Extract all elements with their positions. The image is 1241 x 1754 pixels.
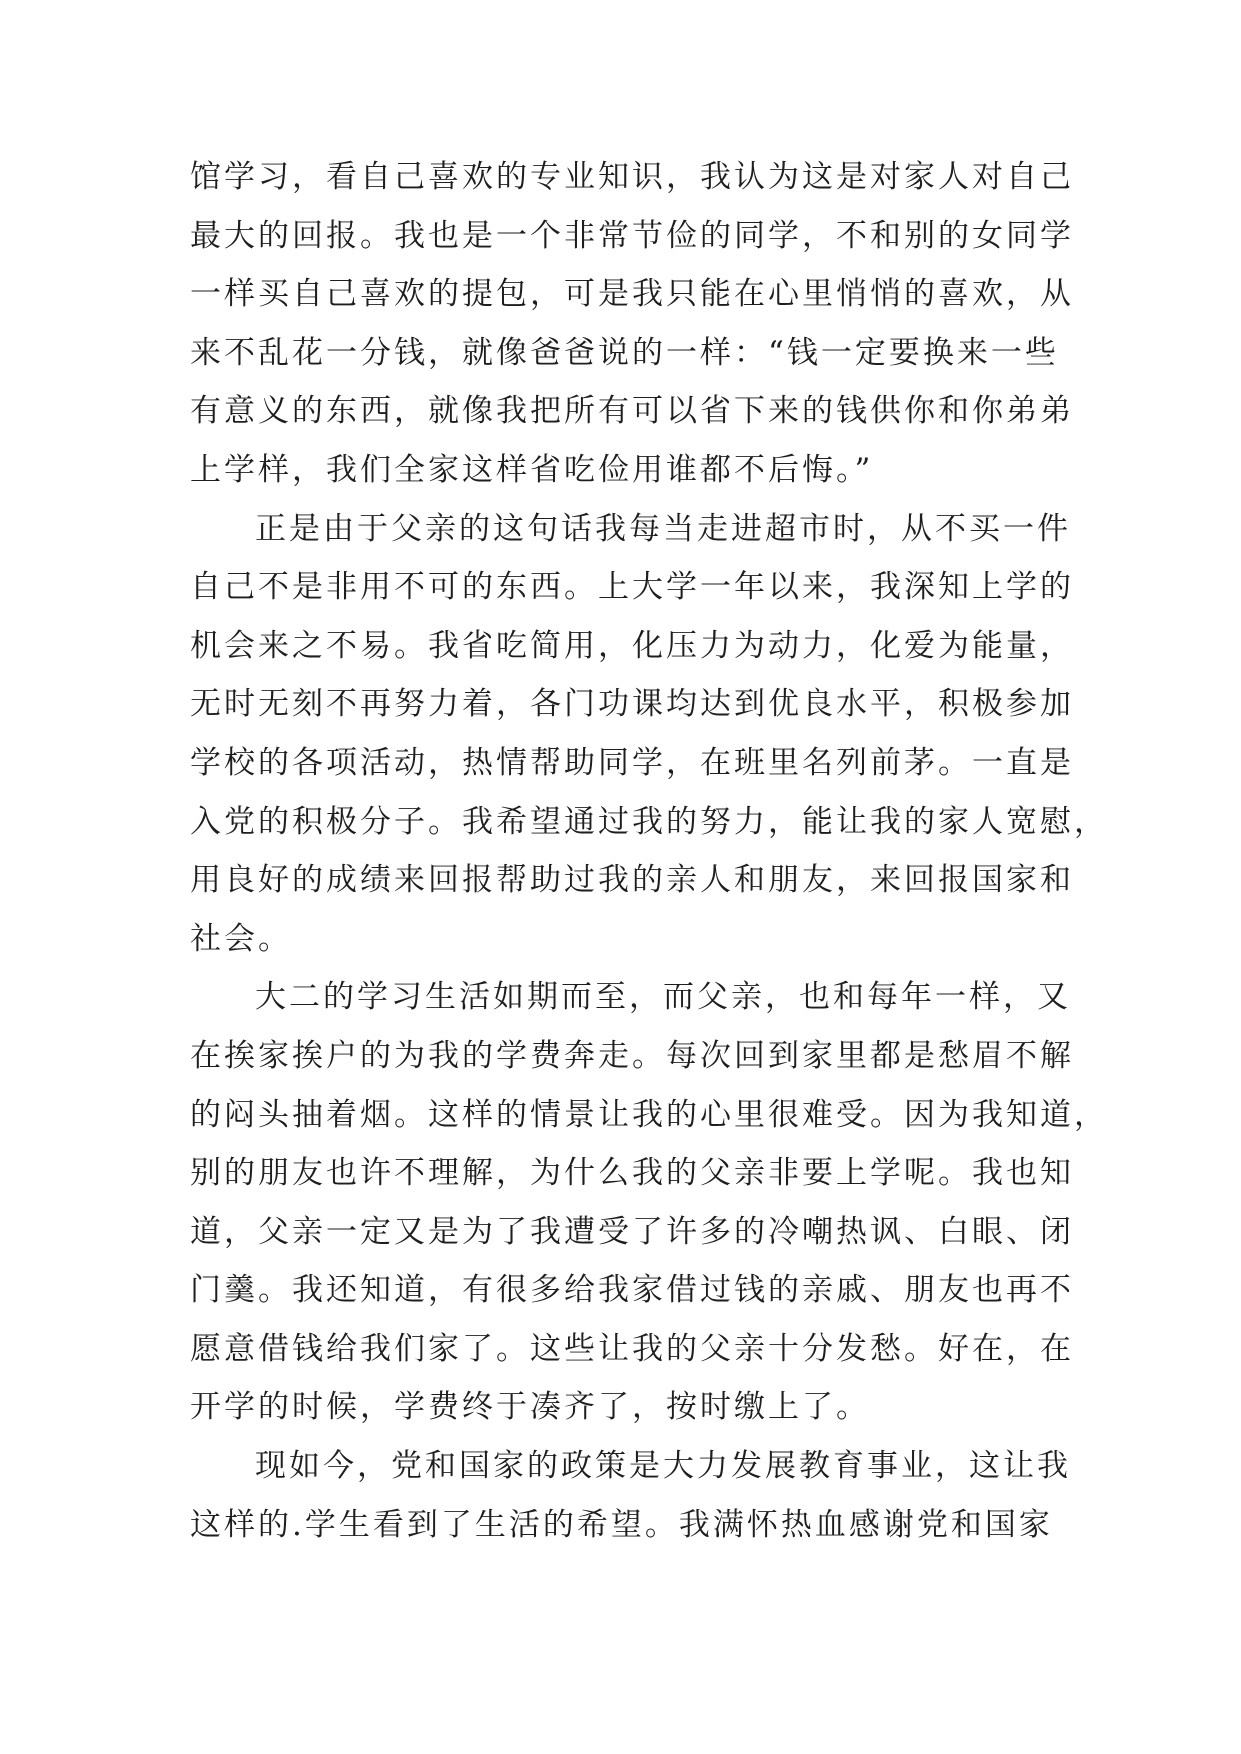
text-line: 无时无刻不再努力着，各门功课均达到优良水平，积极参加 — [190, 686, 1074, 723]
text-line: 学校的各项活动，热情帮助同学，在班里名列前茅。一直是 — [190, 744, 1074, 781]
text-line: 一样买自己喜欢的提包，可是我只能在心里悄悄的喜欢，从 — [190, 276, 1074, 313]
text-line: 开学的时候，学费终于凑齐了，按时缴上了。 — [190, 1389, 870, 1426]
text-line: 社会。 — [190, 920, 292, 957]
text-line: 别的朋友也许不理解，为什么我的父亲非要上学呢。我也知 — [190, 1155, 1074, 1192]
text-line: 用良好的成绩来回报帮助过我的亲人和朋友，来回报国家和 — [190, 862, 1074, 899]
text-line: 有意义的东西，就像我把所有可以省下来的钱供你和你弟弟 — [190, 393, 1074, 430]
text-line: 馆学习，看自己喜欢的专业知识，我认为这是对家人对自己 — [190, 159, 1074, 195]
text-line: 门羹。我还知道，有很多给我家借过钱的亲戚、朋友也再不 — [190, 1272, 1074, 1309]
body-text — [190, 148, 1108, 1554]
text-line: 最大的回报。我也是一个非常节俭的同学，不和别的女同学 — [190, 217, 1074, 254]
text-line: 在挨家挨户的为我的学费奔走。每次回到家里都是愁眉不解 — [190, 1037, 1074, 1074]
text-line: 来不乱花一分钱，就像爸爸说的一样：“钱一定要换来一些 — [190, 334, 1059, 371]
paragraph-first-line: 正是由于父亲的这句话我每当走进超市时，从不买一件 — [255, 510, 1071, 547]
text-line: 的闷头抽着烟。这样的情景让我的心里很难受。因为我知道， — [190, 1096, 1108, 1133]
text-line: 这样的.学生看到了生活的希望。我满怀热血感谢党和国家 — [190, 1506, 1053, 1543]
paragraph-first-line: 现如今，党和国家的政策是大力发展教育事业，这让我 — [255, 1448, 1071, 1485]
text-line: 入党的积极分子。我希望通过我的努力，能让我的家人宽慰， — [190, 803, 1108, 840]
text-line: 愿意借钱给我们家了。这些让我的父亲十分发愁。好在，在 — [190, 1330, 1074, 1367]
text-line: 自己不是非用不可的东西。上大学一年以来，我深知上学的 — [190, 569, 1074, 606]
text-line: 上学样，我们全家这样省吃俭用谁都不后悔。” — [190, 451, 874, 488]
paragraph-first-line: 大二的学习生活如期而至，而父亲，也和每年一样，又 — [255, 979, 1071, 1016]
text-line: 道，父亲一定又是为了我遭受了许多的冷嘲热讽、白眼、闭 — [190, 1213, 1074, 1250]
text-line: 机会来之不易。我省吃简用，化压力为动力，化爱为能量， — [190, 627, 1074, 664]
